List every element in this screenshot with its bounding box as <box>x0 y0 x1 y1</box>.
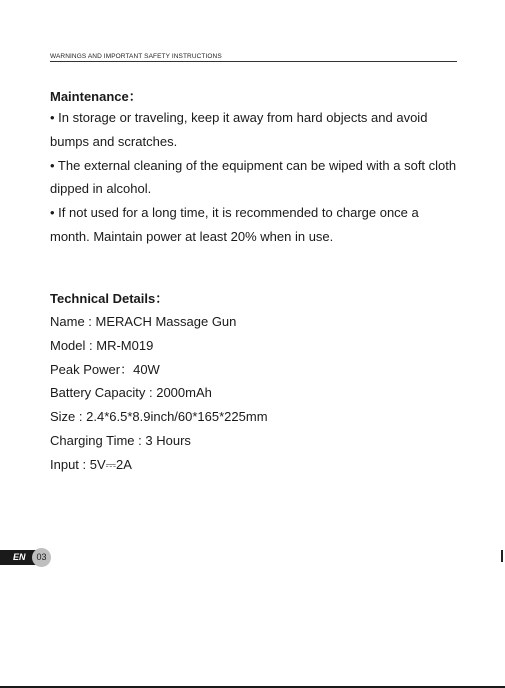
detail-input: Input : 5V⎓2A <box>50 456 132 472</box>
detail-peak-power: Peak Power：40W <box>50 361 160 377</box>
maintenance-item: • The external cleaning of the equipment can be wiped with a soft cloth dipped in alcohol. <box>50 157 457 197</box>
maintenance-list <box>50 106 460 249</box>
technical-details-title: Technical Details： <box>50 291 169 306</box>
technical-details-list <box>50 310 268 477</box>
maintenance-item: • If not used for a long time, it is recommended to charge once a month. Maintain power at least 20% when in use. <box>50 205 419 244</box>
page-number: 03 <box>32 548 51 567</box>
margin-mark <box>501 550 503 562</box>
detail-model: Model : MR-M019 <box>50 337 154 353</box>
detail-size: Size : 2.4*6.5*8.9inch/60*165*225mm <box>50 409 268 425</box>
detail-battery-capacity: Battery Capacity : 2000mAh <box>50 385 212 401</box>
detail-charging-time: Charging Time : 3 Hours <box>50 432 191 448</box>
running-header: WARNINGS AND IMPORTANT SAFETY INSTRUCTIONS <box>50 53 457 62</box>
maintenance-title: Maintenance： <box>50 89 142 104</box>
language-tab: EN <box>0 550 40 565</box>
maintenance-item: • In storage or traveling, keep it away from hard objects and avoid bumps and scratches. <box>50 110 428 149</box>
page-footer <box>0 548 60 568</box>
detail-name: Name : MERACH Massage Gun <box>50 314 237 329</box>
